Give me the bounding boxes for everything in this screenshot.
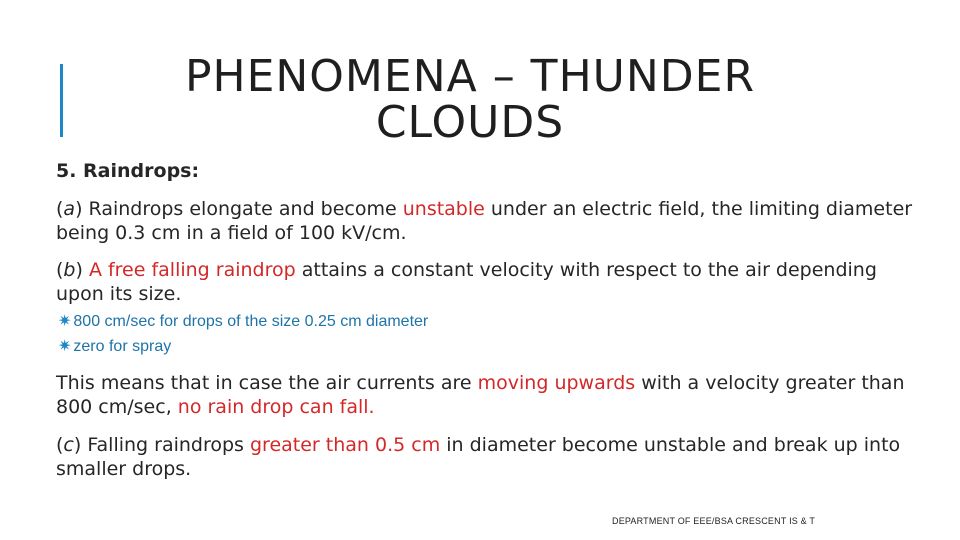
title-line-2: CLOUDS [375, 97, 565, 148]
title-line-1: PHENOMENA – THUNDER [184, 51, 756, 102]
title-accent-bar [60, 64, 63, 137]
slide-footer: DEPARTMENT OF EEE/BSA CRESCENT IS & T [612, 516, 816, 526]
para-a-highlight: unstable [402, 198, 485, 220]
slide-title [100, 51, 840, 148]
para-c-text-1: Falling raindrops [81, 434, 250, 456]
para-b-text-1: attains a constant velocity with respect to the air depending upon its size. [56, 259, 877, 305]
paragraph-a: (a) Raindrops elongate and become unstable under an electric field, the limiting diameter being 0.3 cm in a field of 100 kV/cm. [56, 198, 913, 244]
means-text-1: This means that in case the air currents are [56, 372, 478, 394]
means-highlight-1: moving upwards [477, 372, 636, 394]
star-bullet-icon: ✷ [58, 338, 72, 355]
means-text-2: with a velocity greater than 800 cm/sec, [56, 372, 905, 418]
paragraph-b: (b) A free falling raindrop attains a constant velocity with respect to the air depending upon its size. [56, 259, 877, 305]
paragraph-means [56, 371, 916, 419]
para-c-text-2: in diameter become unstable and break up into smaller drops. [56, 434, 901, 480]
para-a-text-1: Raindrops elongate and become [82, 198, 403, 220]
para-a-text-2: under an electric field, the limiting diameter being 0.3 cm in a field of 100 kV/cm. [56, 198, 913, 244]
bullet-item [58, 311, 428, 331]
means-highlight-2: no rain drop can fall. [177, 396, 375, 418]
bullet-text: zero for spray [73, 338, 172, 355]
label-a: a [63, 198, 76, 220]
label-b: b [63, 259, 76, 281]
star-bullet-icon: ✷ [58, 313, 72, 330]
paragraph-c: (c) Falling raindrops greater than 0.5 cm in diameter become unstable and break up into smaller drops. [56, 434, 901, 480]
section-heading: 5. Raindrops: [56, 160, 200, 182]
para-b-highlight: A free falling raindrop [88, 259, 296, 281]
para-c-highlight: greater than 0.5 cm [250, 434, 441, 456]
bullet-item [58, 336, 171, 356]
label-c: c [63, 434, 74, 456]
bullet-text: 800 cm/sec for drops of the size 0.25 cm diameter [73, 313, 429, 330]
